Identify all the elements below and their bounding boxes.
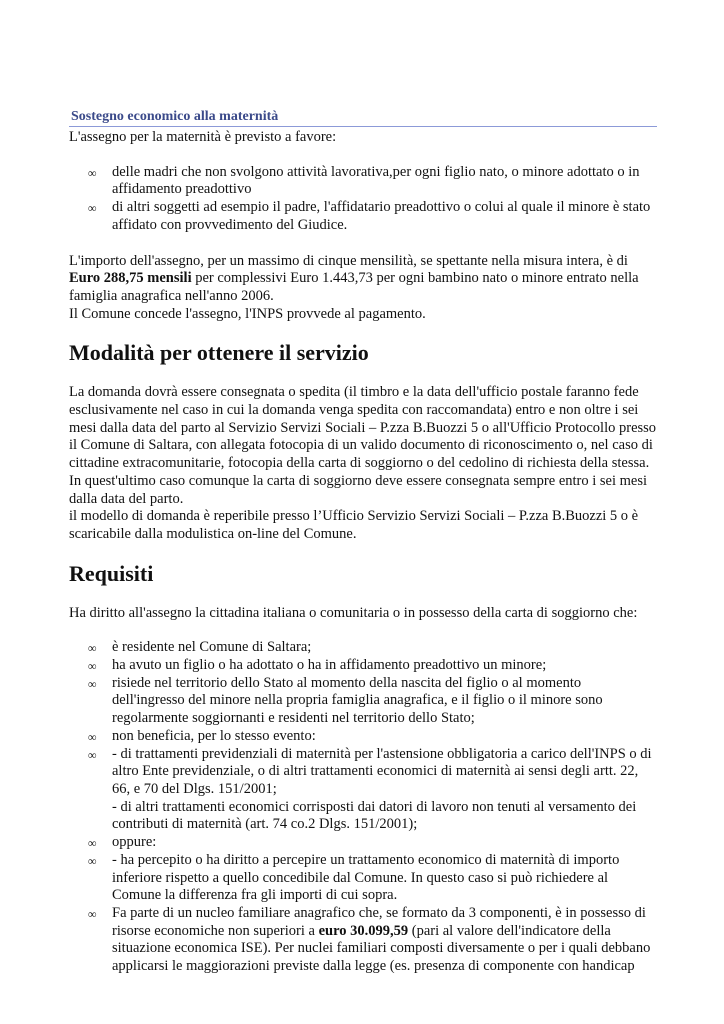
list-item-text: ha avuto un figlio o ha adottato o ha in affidamento preadottivo un minore;	[112, 657, 547, 674]
intro-text: L'assegno per la maternità è previsto a favore:	[69, 129, 337, 145]
list-item	[69, 834, 657, 852]
modalita-paragraph-2: il modello di domanda è reperibile presso l’Ufficio Servizio Servizi Sociali – P.zza B.Buozzi 5 o è scaricabile dalla modulistica on-line del Comune.	[69, 508, 639, 542]
amount-bold: Euro 288,75 mensili	[69, 270, 192, 287]
list-item	[69, 905, 657, 976]
amount-text: L'importo dell'assegno, per un massimo di cinque mensilità, se spettante nella misura intera, è di	[69, 252, 628, 269]
list-item	[69, 746, 657, 835]
list-item	[69, 639, 657, 657]
infinity-bullet-icon: ∞	[88, 659, 97, 674]
beneficiaries-list	[69, 164, 657, 235]
requisiti-list	[69, 639, 657, 975]
list-item-text: delle madri che non svolgono attività lavorativa,per ogni figlio nato, o minore adottato o in affidamento preadottivo	[112, 163, 640, 198]
list-item-text: - di trattamenti previdenziali di maternità per l'astensione obbligatoria a carico dell'INPS o di altro Ente previdenziale, o di altri trattamenti economici di maternità ai sensi degli artt. 22, 66, e 70 del Dlgs. 151/2001;	[112, 745, 652, 797]
infinity-bullet-icon: ∞	[88, 853, 97, 868]
amount-paragraph	[69, 253, 657, 306]
amount-text-post: per complessivi Euro 1.443,73 per ogni bambino nato o minore entrato nella famiglia anagrafica nell'anno 2006.	[69, 270, 639, 304]
list-item	[69, 852, 657, 905]
infinity-bullet-icon: ∞	[88, 729, 97, 744]
list-item-text-post: (pari al valore dell'indicatore della situazione economica ISE). Per nuclei familiari composti diversamente o per i quali debbano applicarsi le maggiorazioni previste dalla legge (es. presenza di componente con handicap	[112, 922, 651, 975]
list-item	[69, 728, 657, 746]
list-item	[69, 657, 657, 675]
list-item	[69, 164, 657, 199]
modalita-heading: Modalità per ottenere il servizio	[69, 340, 369, 366]
list-item	[69, 675, 657, 728]
modalita-paragraph: La domanda dovrà essere consegnata o spedita (il timbro e la data dell'ufficio postale faranno fede esclusivamente nel caso in cui la domanda venga spedita con raccomandata) entro e non oltre i sei mesi dalla data del parto al Servizio Servizi Sociali – P.zza B.Buozzi 5 o all'Ufficio Protocollo presso il Comune di Saltara, con allegata fotocopia di un valido documento di riconoscimento o, nel caso di cittadine extracomunitarie, fotocopia della carta di soggiorno o del cedolino di richiesta della stessa. In quest'ultimo caso comunque la carta di soggiorno deve essere consegnata sempre entro i sei mesi dalla data del parto.	[69, 384, 657, 507]
list-item-text: di altri soggetti ad esempio il padre, l'affidatario preadottivo o colui al quale il minore è stato affidato con provvedimento del Giudice.	[112, 199, 651, 233]
infinity-bullet-icon: ∞	[88, 836, 97, 851]
list-item-extra: - di altri trattamenti economici corrisposti dai datori di lavoro non tenuti al versamento dei contributi di maternità (art. 74 co.2 Dlgs. 151/2001);	[112, 798, 637, 833]
list-item	[69, 199, 657, 234]
infinity-bullet-icon: ∞	[88, 201, 97, 216]
list-item-text: è residente nel Comune di Saltara;	[112, 639, 312, 656]
income-threshold: euro 30.099,59	[318, 922, 409, 939]
list-item-text: non beneficia, per lo stesso evento:	[112, 727, 316, 744]
infinity-bullet-icon: ∞	[88, 641, 97, 656]
list-item-text: - ha percepito o ha diritto a percepire un trattamento economico di maternità di importo inferiore rispetto a quello concedibile dal Comune. In questo caso si può richiedere al Comune la differenza fra gli importi di cui sopra.	[112, 851, 620, 904]
title-underline	[69, 126, 657, 127]
infinity-bullet-icon: ∞	[88, 676, 97, 691]
section-title: Sostegno economico alla maternità	[71, 109, 279, 124]
document-page	[69, 108, 657, 976]
infinity-bullet-icon: ∞	[88, 906, 97, 921]
list-item-text: Fa parte di un nucleo familiare anagrafico che, se formato da 3 componenti, è in possesso di risorse economiche non superiori a	[112, 904, 646, 939]
payment-note: Il Comune concede l'assegno, l'INPS provvede al pagamento.	[69, 305, 426, 322]
list-item-text: oppure:	[112, 834, 157, 851]
requisiti-heading: Requisiti	[69, 560, 154, 586]
list-item-text: risiede nel territorio dello Stato al momento della nascita del figlio o al momento dell'ingresso del minore nella propria famiglia anagrafica, e il figlio o il minore sono regolarmente soggiornanti e residenti nel territorio dello Stato;	[112, 674, 603, 727]
infinity-bullet-icon: ∞	[88, 165, 97, 180]
requisiti-intro: Ha diritto all'assegno la cittadina italiana o comunitaria o in possesso della carta di soggiorno che:	[69, 604, 638, 621]
infinity-bullet-icon: ∞	[88, 747, 97, 762]
